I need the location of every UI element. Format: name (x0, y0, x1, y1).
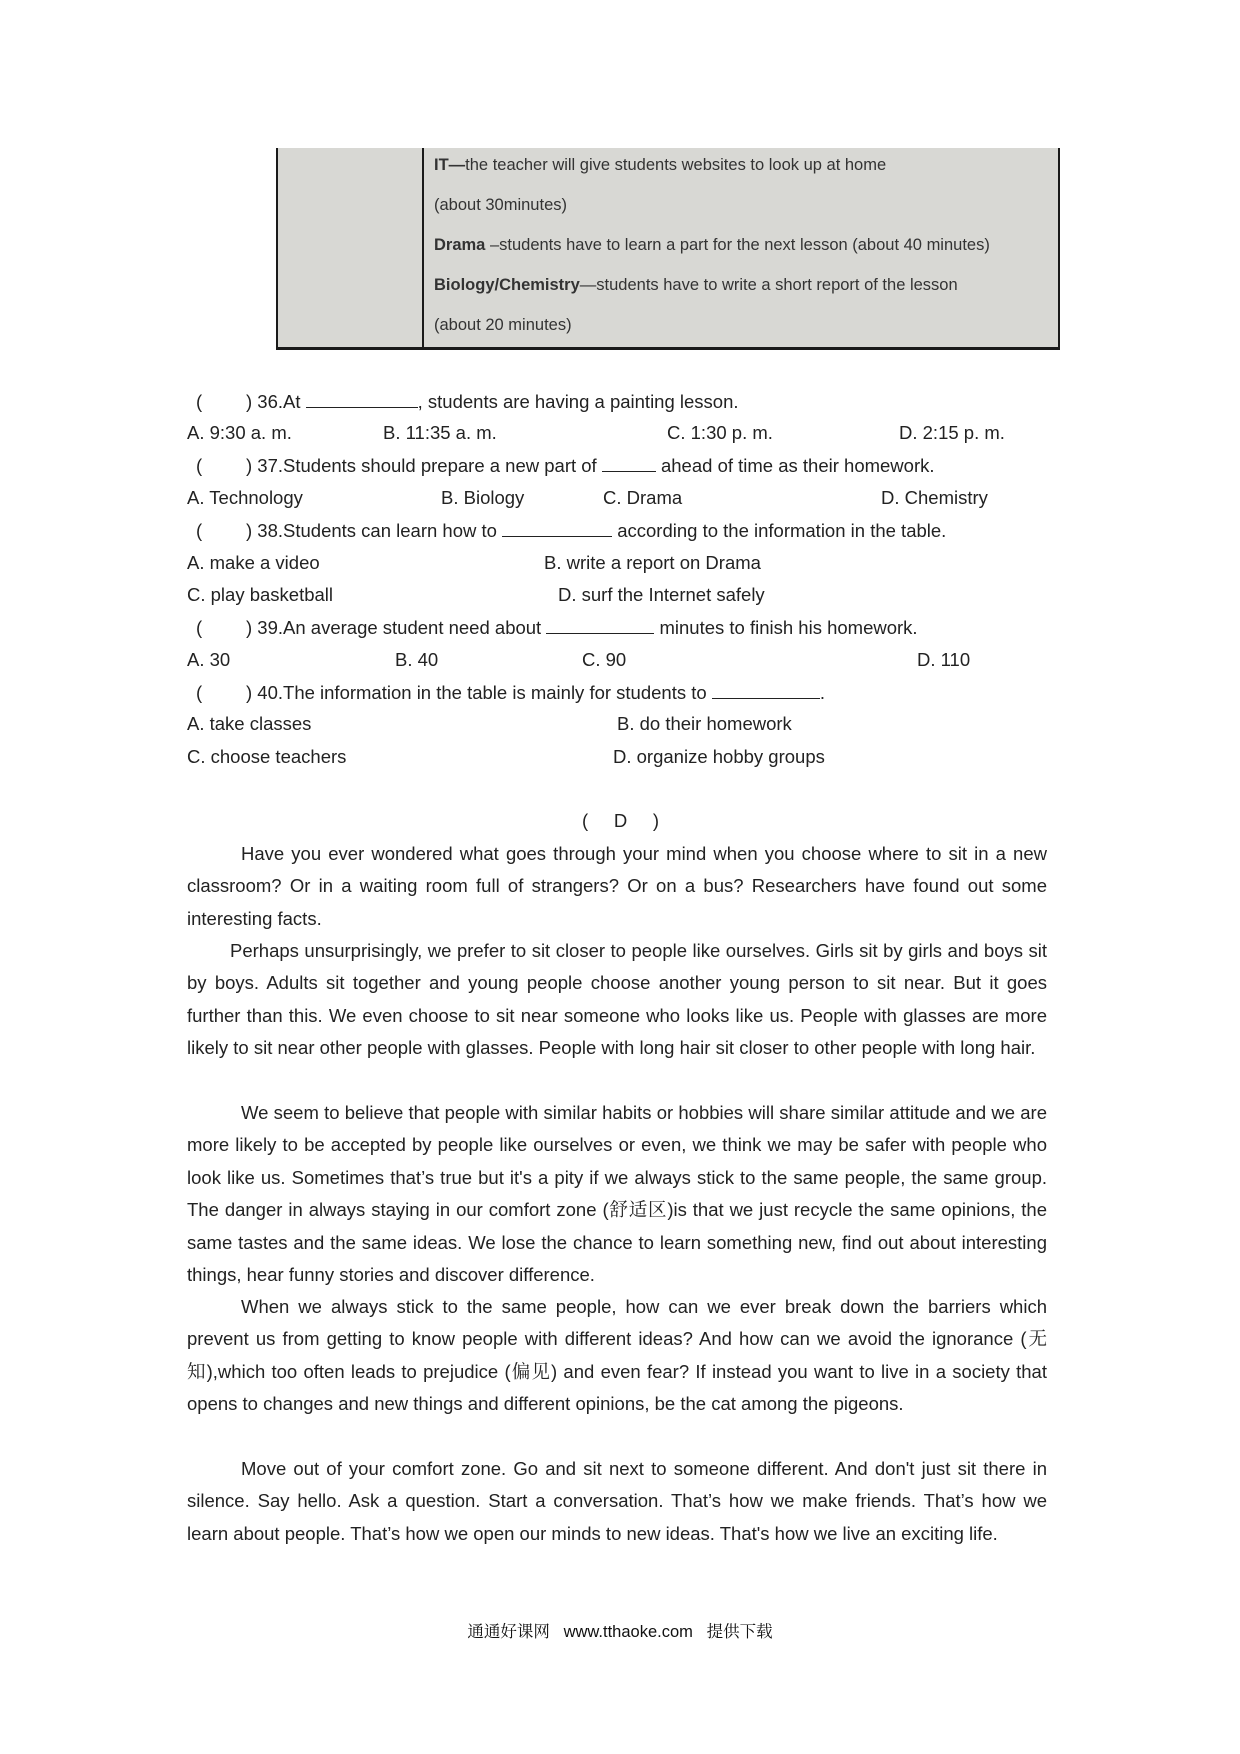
row-text: –students have to learn a part for the next lesson (about 40 minutes) (489, 236, 990, 254)
section-label: ( D ) (582, 810, 660, 831)
question-36: ( ) 36.At , students are having a painting lesson. (196, 391, 739, 412)
option-d: D. 2:15 p. m. (899, 422, 1005, 443)
answer-blank (502, 518, 612, 537)
option-a: A. Technology (187, 487, 303, 508)
answer-blank (602, 453, 656, 472)
answer-blank (712, 680, 820, 699)
table-right-column (424, 148, 1058, 347)
row-text: (about 30minutes) (434, 196, 567, 214)
table-row (434, 156, 886, 175)
option-c: C. Drama (603, 487, 683, 508)
table-row (434, 316, 572, 335)
option-c: C. 1:30 p. m. (667, 422, 773, 443)
option-d: D. surf the Internet safely (558, 584, 765, 605)
option-b: B. do their homework (617, 713, 792, 734)
question-stem: . (819, 682, 825, 703)
option-c: C. 90 (582, 649, 627, 670)
row-text: the teacher will give students websites to look up at home (465, 156, 887, 174)
answer-blank (306, 389, 418, 408)
question-37: ( ) 37.Students should prepare a new part of ahead of time as their homework. (196, 455, 935, 476)
question-stem: according to the information in the table. (612, 520, 947, 541)
question-stem: ) 39.An average student need about (246, 617, 547, 638)
option-c: C. play basketball (187, 584, 334, 605)
passage-paragraph-1: Have you ever wondered what goes through your mind when you choose where to sit in a new classroom? Or in a waiting room full of strangers? Or on a bus? Researchers have found out some interesting facts. (187, 843, 1047, 929)
passage-paragraph-3: We seem to believe that people with similar habits or hobbies will share similar attitude and we are more likely to be accepted by people like ourselves or even, we think we may be safer with people who look like us. Sometimes that’s true but it's a pity if we always stick to the same people, the same group. The danger in always staying in our comfort zone (舒适区)is that we just recycle the same opinions, the same tastes and the same ideas. We lose the chance to learn something new, find out about interesting things, hear funny stories and discover difference. (187, 1102, 1047, 1286)
option-a: A. 30 (187, 649, 231, 670)
question-38: ( ) 38.Students can learn how to according to the information in the table. (196, 520, 947, 541)
question-stem: minutes to finish his homework. (654, 617, 918, 638)
table-row (434, 196, 567, 215)
option-b: B. Biology (441, 487, 525, 508)
option-d: D. Chemistry (881, 487, 988, 508)
option-a: A. take classes (187, 713, 312, 734)
row-text: (about 20 minutes) (434, 316, 572, 334)
homework-table (276, 148, 1060, 350)
option-a: A. make a video (187, 552, 320, 573)
option-b: B. 11:35 a. m. (383, 422, 497, 443)
question-stem: ) 38.Students can learn how to (246, 520, 503, 541)
question-39: ( ) 39.An average student need about minutes to finish his homework. (196, 617, 918, 638)
option-b: B. write a report on Drama (544, 552, 761, 573)
row-text: —students have to write a short report of the lesson (579, 276, 958, 294)
question-stem: , students are having a painting lesson. (417, 391, 739, 412)
row-label: IT— (434, 156, 466, 174)
question-40: ( ) 40.The information in the table is mainly for students to . (196, 682, 825, 703)
passage-paragraph-5: Move out of your comfort zone. Go and sit next to someone different. And don't just sit there in silence. Say hello. Ask a question. Start a conversation. That’s how we make friends. That’s how we learn about people. That’s how we open our minds to new ideas. That's how we live an exciting life. (187, 1458, 1047, 1544)
question-stem: ) 36.At (246, 391, 306, 412)
table-left-column (278, 148, 424, 347)
option-d: D. organize hobby groups (613, 746, 825, 767)
row-label: Drama (434, 236, 490, 254)
option-d: D. 110 (917, 649, 971, 670)
option-b: B. 40 (395, 649, 439, 670)
row-label: Biology/Chemistry (434, 276, 580, 294)
question-stem: ahead of time as their homework. (655, 455, 935, 476)
passage-paragraph-4: When we always stick to the same people, how can we ever break down the barriers which prevent us from getting to know people with different ideas? And how can we avoid the ignorance (无知),which too often leads to prejudice (偏见) and even fear? If instead you want to live in a society that opens to changes and new things and different opinions, be the cat among the pigeons. (187, 1296, 1047, 1415)
table-row (434, 236, 990, 255)
question-stem: ) 37.Students should prepare a new part of (246, 455, 602, 476)
page-footer: 通通好课网 www.tthaoke.com 提供下载 (467, 1623, 773, 1641)
table-row (434, 276, 958, 295)
passage-paragraph-2: Perhaps unsurprisingly, we prefer to sit closer to people like ourselves. Girls sit by girls and boys sit by boys. Adults sit together and young people choose another young person to sit near. But it goes further than this. We even choose to sit near someone who looks like us. People with glasses are more likely to sit near other people with glasses. People with long hair sit closer to other people with long hair. (187, 940, 1047, 1059)
option-c: C. choose teachers (187, 746, 347, 767)
question-stem: ) 40.The information in the table is mainly for students to (246, 682, 712, 703)
answer-blank (546, 615, 654, 634)
option-a: A. 9:30 a. m. (187, 422, 292, 443)
